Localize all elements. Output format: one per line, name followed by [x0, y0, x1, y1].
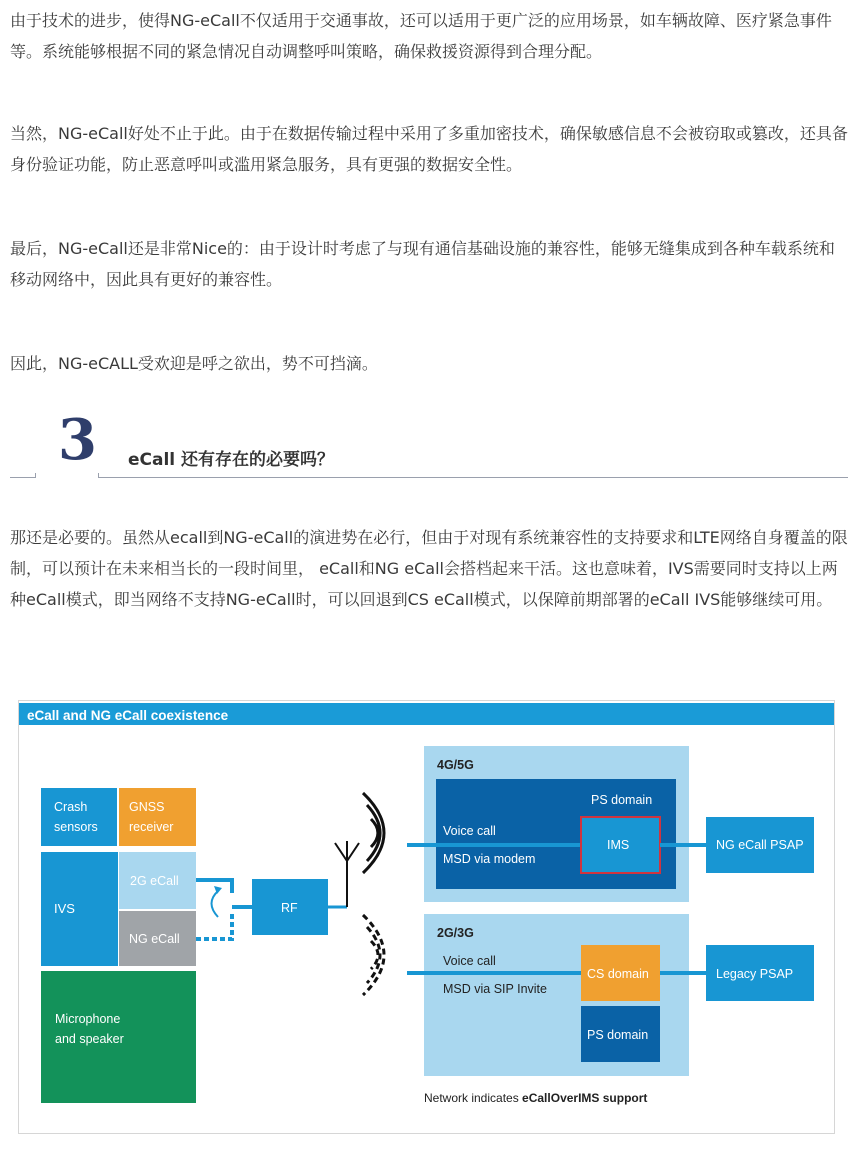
- ivs-box: [41, 852, 118, 966]
- rf-label: RF: [281, 901, 298, 915]
- section-heading: [10, 405, 848, 480]
- msd-sip-label: MSD via SIP Invite: [443, 982, 547, 996]
- section-divider: [10, 477, 848, 478]
- diagram-title: eCall and NG eCall coexistence: [27, 708, 229, 723]
- diagram-footnote: [424, 1091, 647, 1105]
- coexistence-diagram: [18, 700, 835, 1134]
- legacy-psap-label: Legacy PSAP: [716, 967, 794, 981]
- network-4g5g-label: 4G/5G: [437, 758, 474, 772]
- crash-sensors-label: Crash sensors: [54, 800, 98, 834]
- gnss-receiver-label: GNSS receiver: [129, 800, 174, 834]
- signal-waves-4g-icon: [363, 793, 384, 873]
- ps-domain-bottom-label: PS domain: [587, 1028, 649, 1042]
- antenna-icon: [335, 841, 359, 907]
- footnote-bold: eCallOverIMS support: [522, 1091, 648, 1105]
- paragraph-5: 那还是必要的。虽然从ecall到NG-eCall的演进势在必行，但由于对现有系统兼容性的支持要求和LTE网络自身覆盖的限制，可以预计在未来相当长的一段时间里， eCall和NG eCall会搭档起来干活。这也意味着，IVS需要同时支持以上两种eCall模式，即当网络不支持NG-eCall时，可以回退到CS eCall模式，以保障前期部署的eCall IVS能够继续可用。: [10, 528, 848, 609]
- section-title: eCall 还有存在的必要吗？: [128, 450, 335, 470]
- paragraph-4: 因此，NG-eCALL受欢迎是呼之欲出，势不可挡滴。: [10, 354, 378, 373]
- crash-sensors-box: [41, 788, 117, 846]
- ps-domain-top-label: PS domain: [591, 793, 653, 807]
- msd-modem-label: MSD via modem: [443, 852, 536, 866]
- paragraph-3: 最后，NG-eCall还是非常Nice的：由于设计时考虑了与现有通信基础设施的兼容性，能够无缝集成到各种车载系统和移动网络中，因此具有更好的兼容性。: [10, 239, 835, 289]
- section-number-underline: [35, 473, 99, 478]
- ivs-label: IVS: [54, 901, 75, 916]
- ecall-2g-label: 2G eCall: [130, 874, 179, 888]
- ng-ecall-psap-label: NG eCall PSAP: [716, 838, 804, 852]
- paragraph-2: 当然，NG-eCall好处不止于此。由于在数据传输过程中采用了多重加密技术，确保敏感信息不会被窃取或篡改，还具备身份验证功能，防止恶意呼叫或滥用紧急服务，具有更强的数据安全性。: [10, 124, 848, 174]
- section-number: 3: [58, 407, 97, 473]
- voice-call-bottom-label: Voice call: [443, 954, 496, 968]
- paragraph-1: 由于技术的进步，使得NG-eCall不仅适用于交通事故，还可以适用于更广泛的应用场景，如车辆故障、医疗紧急事件等。系统能够根据不同的紧急情况自动调整呼叫策略，确保救援资源得到合理分配。: [10, 11, 832, 61]
- ng-link: [196, 913, 232, 939]
- microphone-label: Microphone and speaker: [55, 1012, 124, 1046]
- switch-arc: [212, 891, 219, 917]
- network-2g3g-label: 2G/3G: [437, 926, 474, 940]
- ng-ecall-label: NG eCall: [129, 932, 180, 946]
- ims-label: IMS: [607, 838, 630, 852]
- signal-waves-2g-icon: [363, 915, 384, 995]
- 2g-link: [196, 880, 232, 893]
- footnote-prefix: Network indicates: [424, 1091, 523, 1105]
- cs-domain-label: CS domain: [587, 967, 649, 981]
- gnss-receiver-box: [119, 788, 196, 846]
- voice-call-top-label: Voice call: [443, 824, 496, 838]
